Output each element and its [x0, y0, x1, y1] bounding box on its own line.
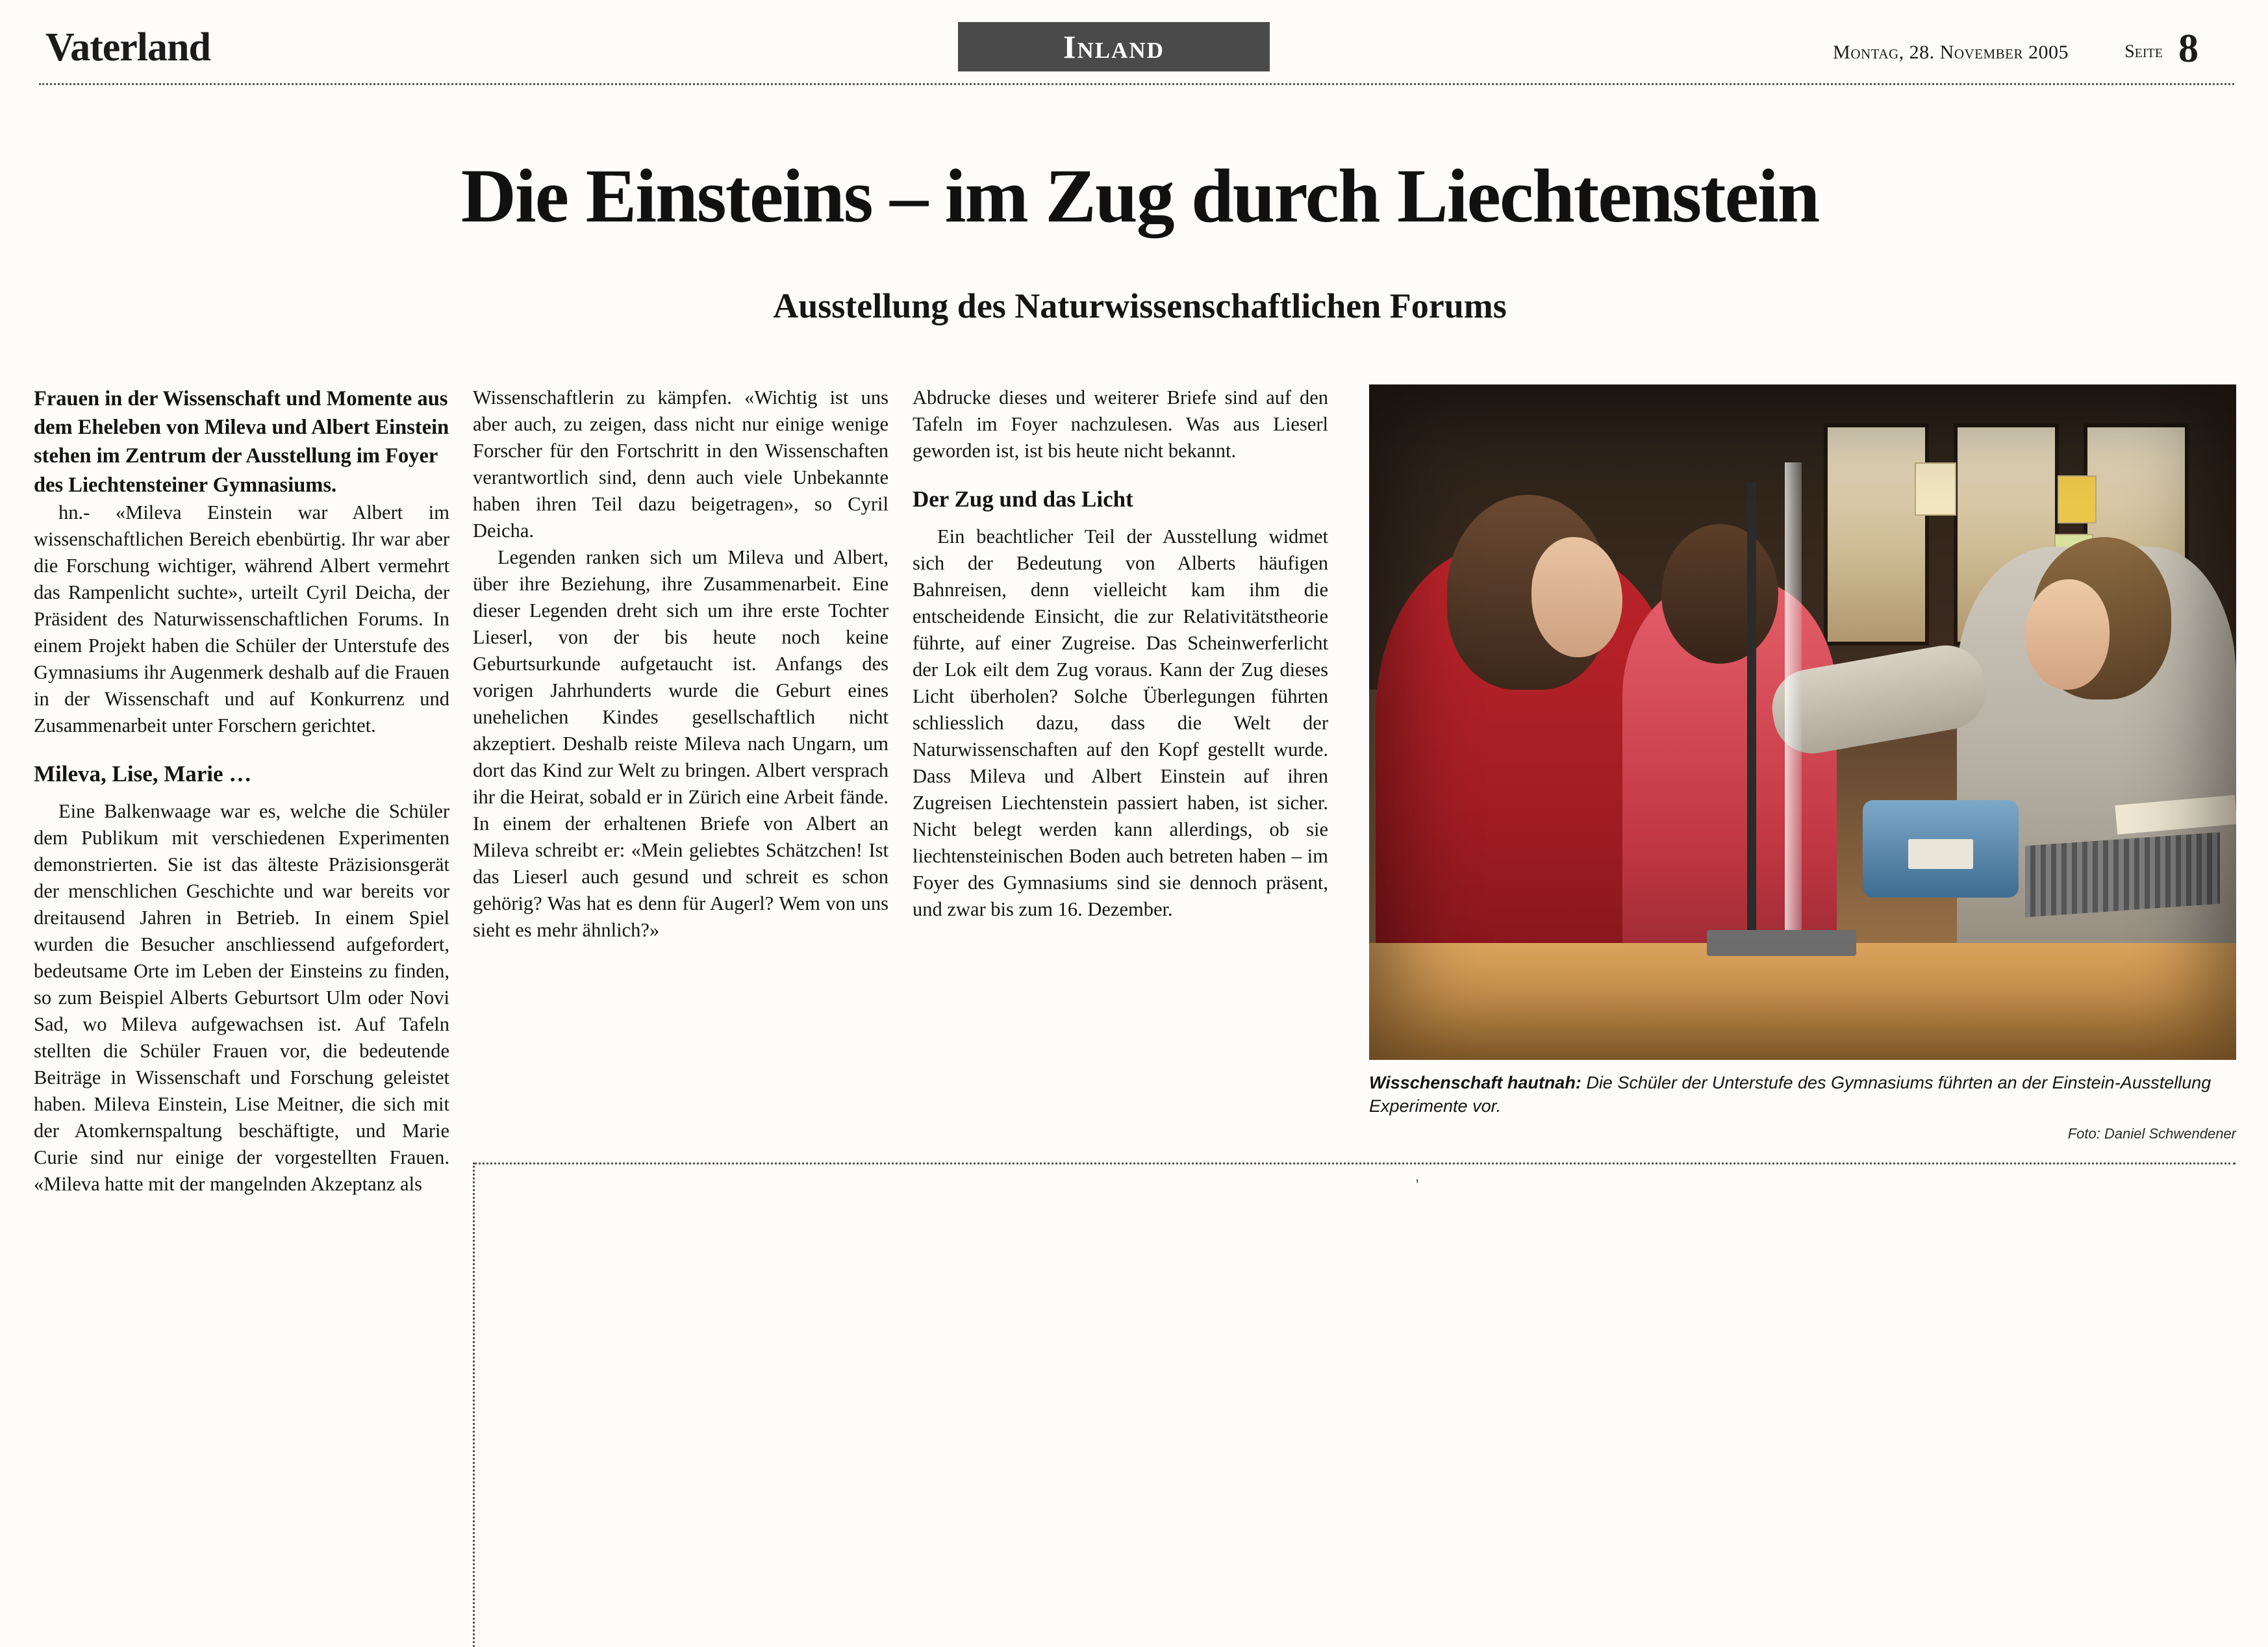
column3-subhead: Der Zug und das Licht [913, 486, 1133, 512]
photo-vignette [1369, 384, 2236, 1060]
page-label: Seite [2124, 42, 2163, 62]
page-number: 8 [2178, 27, 2199, 71]
section-banner [958, 22, 1270, 71]
article-photo [1369, 384, 2236, 1060]
article-headline: Die Einsteins – im Zug durch Liechtenstein [460, 153, 1819, 238]
article-subheadline: Ausstellung des Naturwissenschaftlichen Forums [773, 286, 1507, 325]
article-column-1 [34, 384, 449, 1198]
photo-image [1369, 384, 2236, 1060]
lower-vertical-divider [473, 1163, 475, 1647]
photo-credit: Foto: Daniel Schwendener [2067, 1125, 2236, 1142]
masthead-divider [39, 83, 2234, 85]
section-label: Inland [1063, 29, 1165, 65]
registration-mark: ' [1416, 1177, 1419, 1194]
column1-paragraph-2: Eine Balkenwaage war es, welche die Schüler dem Publikum mit verschiedenen Experimenten demonstrierten. Sie ist das älteste Präzisionsgerät der menschlichen Geschichte und war bereits vor dreitausend Jahren in Betrieb. In einem Spiel wurden die Besucher anschliessend aufgefordert, bedeutsame Orte im Leben der Einsteins zu finden, so zum Beispiel Alberts Geburtsort Ulm oder Novi Sad, wo Mileva aufgewachsen ist. Auf Tafeln stellten die Schüler Frauen vor, die bedeutende Beiträge in Wissenschaft und Forschung geleistet haben. Mileva Einstein, Lise Meitner, die sich mit der Atomkernspaltung beschäftigte, und Marie Curie sind nur einige der vorgestellten Frauen. «Mileva hatte mit der mangelnden Akzeptanz als [34, 799, 449, 1196]
article-lead: Frauen in der Wissenschaft und Momente aus dem Eheleben von Mileva und Albert Einstein stehen im Zentrum der Ausstellung im Foyer des Liechtensteiner Gymnasiums. [34, 387, 449, 497]
column1-subhead: Mileva, Lise, Marie … [34, 761, 252, 786]
photo-caption [1369, 1072, 2236, 1118]
column2-paragraph-2: Legenden ranken sich um Mileva und Albert, über ihre Beziehung, ihre Zusammenarbeit. Eine dieser Legenden dreht sich um ihre erste Tochter Lieserl, von der bis heute noch keine Geburtsurkunde aufgetaucht ist. Anfangs des vorigen Jahrhunderts wurde die Geburt eines unehelichen Kindes gesellschaftlich nicht akzeptiert. Deshalb reiste Mileva nach Ungarn, um dort das Kind zur Welt zu bringen. Albert versprach ihr die Heirat, sobald er in Zürich eine Arbeit fände. In einem der erhaltenen Briefe von Albert an Mileva schreibt er: «Mein geliebtes Schätzchen! Ist das Lieserl auch gesund und schreit es schon gehörig? Was hat es denn für Augerl? Wem von uns sieht es mehr ähnlich?» [473, 546, 888, 942]
column2-paragraph-1: Wissenschaftlerin zu kämpfen. «Wichtig ist uns aber auch, zu zeigen, dass nicht nur einige wenige Forscher für den Fortschritt in den Wissenschaften verantwortlich sind, denn auch viele Unbekannte haben ihren Teil dazu beigetragen», so Cyril Deicha. [473, 386, 888, 542]
issue-date: Montag, 28. November 2005 [1833, 42, 2069, 63]
column1-paragraph-1: hn.- «Mileva Einstein war Albert im wissenschaftlichen Bereich ebenbürtig. Ihr war aber die Forschung wichtiger, während Albert vermehrt das Rampenlicht suchte», urteilt Cyril Deicha, der Präsident des Naturwissenschaftlichen Forums. In einem Projekt haben die Schüler der Unterstufe des Gymnasiums ihr Augenmerk deshalb auf die Frauen in der Wissenschaft und auf Konkurrenz und Zusammenarbeit unter Forschern gerichtet. [34, 501, 449, 736]
column3-paragraph-2: Ein beachtlicher Teil der Ausstellung widmet sich der Bedeutung von Alberts häufigen Bahnreisen, denn vielleicht kam ihm die entscheidende Einsicht, die zur Relativitätstheorie führte, auf einer Zugreise. Das Scheinwerferlicht der Lok eilt dem Zug voraus. Kann der Zug dieses Licht überholen? Solche Überlegungen führten schliesslich dazu, dass die Welt der Naturwissenschaften auf den Kopf gestellt wurde. Dass Mileva und Albert Einstein auf ihren Zugreisen Liechtenstein passiert haben, ist sicher. Nicht belegt werden kann allerdings, ob sie liechtensteinischen Boden auch betreten haben – im Foyer des Gymnasiums sind sie dennoch präsent, und zwar bis zum 16. Dezember. [913, 525, 1328, 921]
photo-caption-lead: Wisschenschaft hautnah: [1369, 1073, 1581, 1092]
publication-title: Vaterland [45, 25, 210, 69]
column3-paragraph-1: Abdrucke dieses und weiterer Briefe sind auf den Tafeln im Foyer nachzulesen. Was aus Lieserl geworden ist, ist bis heute nicht bekannt. [913, 386, 1328, 462]
photo-caption-text: Die Schüler der Unterstufe des Gymnasiums führten an der Einstein-Ausstellung Experimente vor. [1369, 1073, 2211, 1116]
article-column-2 [473, 384, 888, 944]
lower-horizontal-divider [474, 1163, 2236, 1164]
masthead [39, 18, 2234, 81]
article-column-3 [913, 384, 1328, 923]
